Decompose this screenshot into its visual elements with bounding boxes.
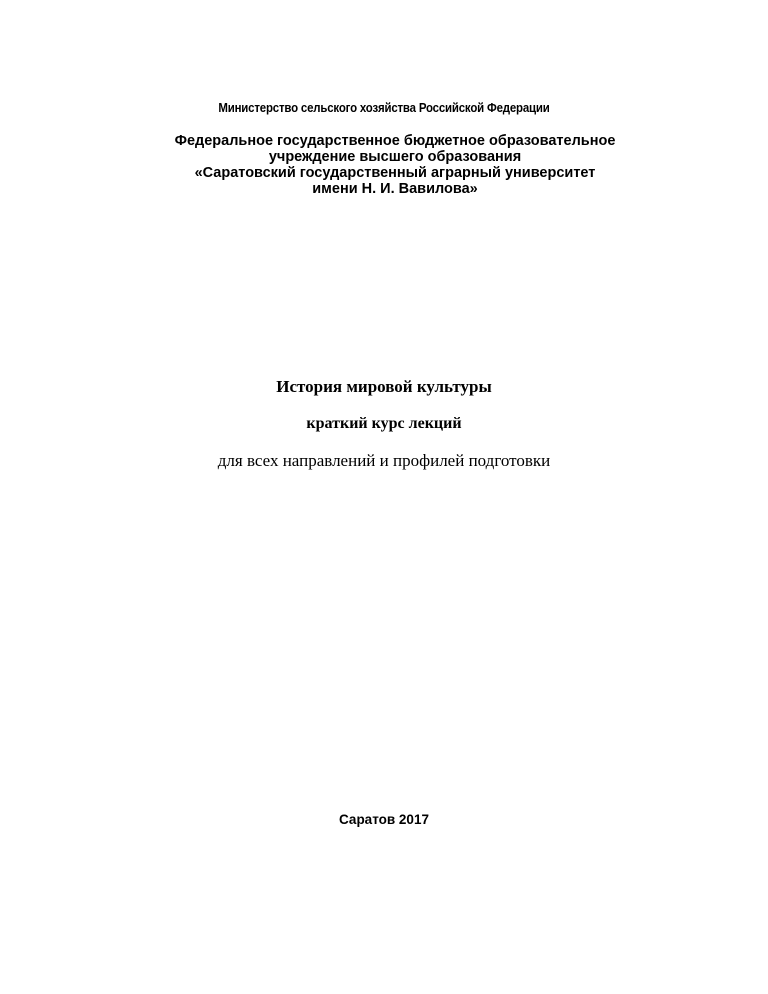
institution-line: имени Н. И. Вавилова» bbox=[312, 181, 478, 197]
document-title: История мировой культуры bbox=[276, 377, 492, 396]
institution-line: учреждение высшего образования bbox=[268, 149, 522, 165]
ministry-name: Министерство сельского хозяйства Российской Федерации bbox=[218, 100, 550, 115]
city-year: Саратов 2017 bbox=[339, 812, 429, 827]
document-audience: для всех направлений и профилей подготовки bbox=[217, 451, 551, 470]
institution-name bbox=[0, 133, 768, 197]
document-subtitle: краткий курс лекций bbox=[306, 415, 462, 432]
institution-line: «Саратовский государственный аграрный университет bbox=[194, 165, 596, 181]
institution-line: Федеральное государственное бюджетное образовательное bbox=[174, 133, 616, 149]
